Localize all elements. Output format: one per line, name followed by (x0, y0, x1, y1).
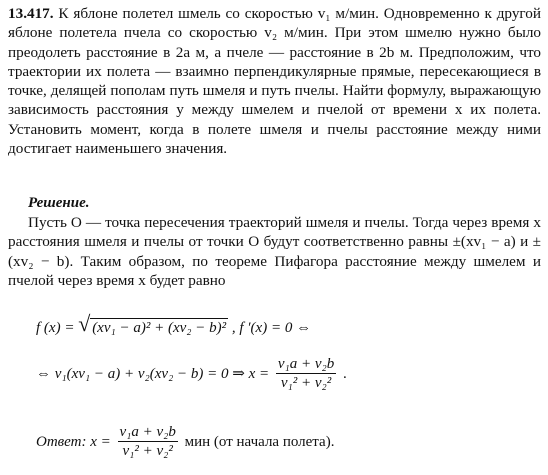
solution-text: Пусть O — точка пересечения траекторий шмеля и пчелы. Тогда через время x расстояния шмеля и пчелы от точки O будут соответственно равны ±(xv₁ − a) и ±(xv₂ − b). Таким образом, по теореме Пифагора расстояние между шмелем и пчелой через время x будет равно (8, 214, 541, 289)
answer-tail: мин (от начала полета). (184, 433, 335, 450)
eq1-right: , f ′(x) = 0 ⇔ (231, 320, 312, 336)
eq2-denominator: v₁² + v₂² (280, 375, 332, 391)
problem-text: К яблоне полетел шмель со скоростью v₁ м/мин. Одновременно к другой яблоне полетела пчела со скоростью v₂ м/мин. При этом шмелю нужно было преодолеть расстояние в 2a м, а пчеле — расстояние в 2b м. Предположим, что траектории их полета — взаимно перпендикулярные прямые, пересекающиеся в точке, делящей пополам путь шмеля и путь пчелы. Найти формулу, выражающую зависимость расстояния y между шмелем и пчелой от времени x их полета. Установить момент, когда в полете шмеля и пчелы расстояние между ними достигает наименьшего значения. (8, 5, 541, 158)
equation-2 (36, 356, 347, 393)
equation-1 (36, 311, 312, 337)
eq2-numerator: v₁a + v₂b (277, 356, 335, 372)
answer-numerator: v₁a + v₂b (119, 424, 176, 440)
solution-heading: Решение. (28, 195, 90, 211)
answer-line (36, 424, 334, 461)
problem-number: 13.417. (8, 5, 54, 22)
eq2-end: . (343, 365, 347, 382)
answer-label: Ответ: (36, 433, 87, 450)
eq2-fraction (276, 356, 336, 393)
answer-fraction (118, 424, 178, 461)
eq2-left: ⇔ v₁(xv₁ − a) + v₂(xv₂ − b) = 0 ⇒ x = (36, 365, 270, 382)
radical-sign: √ (78, 311, 91, 336)
answer-lhs: x = (90, 433, 111, 450)
answer-denominator: v₁² + v₂² (122, 443, 173, 459)
eq1-radicand: (xv₁ − a)² + (xv₂ − b)² (92, 320, 227, 336)
problem-statement (8, 4, 541, 158)
eq1-left: f (x) = (36, 320, 75, 336)
sqrt-expression (78, 311, 228, 337)
